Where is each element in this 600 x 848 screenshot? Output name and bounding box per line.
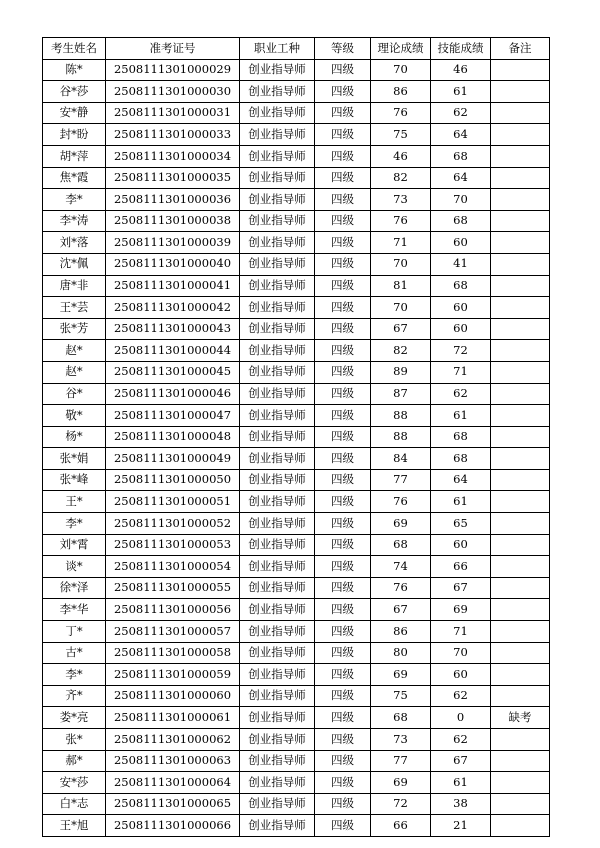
cell-name: 安*莎	[43, 772, 106, 794]
cell-occupation: 创业指导师	[240, 297, 315, 319]
cell-name: 李*涛	[43, 210, 106, 232]
cell-theory-score: 76	[371, 102, 431, 124]
cell-note	[491, 815, 550, 837]
cell-level: 四级	[315, 556, 371, 578]
cell-occupation: 创业指导师	[240, 815, 315, 837]
cell-occupation: 创业指导师	[240, 340, 315, 362]
cell-note	[491, 297, 550, 319]
cell-level: 四级	[315, 102, 371, 124]
cell-skill-score: 61	[431, 491, 491, 513]
cell-exam-id: 2508111301000033	[106, 124, 240, 146]
cell-note	[491, 729, 550, 751]
cell-level: 四级	[315, 275, 371, 297]
cell-skill-score: 68	[431, 448, 491, 470]
cell-note	[491, 491, 550, 513]
cell-note	[491, 556, 550, 578]
cell-occupation: 创业指导师	[240, 750, 315, 772]
cell-theory-score: 77	[371, 750, 431, 772]
cell-theory-score: 86	[371, 621, 431, 643]
cell-theory-score: 68	[371, 534, 431, 556]
header-skill-score: 技能成绩	[431, 38, 491, 60]
cell-theory-score: 82	[371, 167, 431, 189]
cell-note	[491, 793, 550, 815]
cell-skill-score: 70	[431, 642, 491, 664]
cell-name: 杨*	[43, 426, 106, 448]
cell-theory-score: 87	[371, 383, 431, 405]
cell-level: 四级	[315, 124, 371, 146]
cell-note	[491, 664, 550, 686]
cell-theory-score: 75	[371, 124, 431, 146]
cell-exam-id: 2508111301000043	[106, 318, 240, 340]
cell-note: 缺考	[491, 707, 550, 729]
cell-level: 四级	[315, 772, 371, 794]
cell-theory-score: 67	[371, 318, 431, 340]
cell-note	[491, 772, 550, 794]
cell-note	[491, 513, 550, 535]
cell-theory-score: 76	[371, 491, 431, 513]
cell-skill-score: 60	[431, 232, 491, 254]
cell-occupation: 创业指导师	[240, 361, 315, 383]
cell-note	[491, 383, 550, 405]
cell-level: 四级	[315, 405, 371, 427]
cell-occupation: 创业指导师	[240, 534, 315, 556]
cell-exam-id: 2508111301000050	[106, 469, 240, 491]
score-table	[42, 37, 550, 837]
table-row	[43, 124, 550, 146]
cell-name: 王*芸	[43, 297, 106, 319]
cell-note	[491, 426, 550, 448]
table-row	[43, 556, 550, 578]
cell-skill-score: 67	[431, 750, 491, 772]
cell-level: 四级	[315, 685, 371, 707]
cell-name: 唐*非	[43, 275, 106, 297]
cell-level: 四级	[315, 793, 371, 815]
cell-name: 陈*	[43, 59, 106, 81]
cell-occupation: 创业指导师	[240, 707, 315, 729]
cell-theory-score: 88	[371, 426, 431, 448]
cell-name: 张*	[43, 729, 106, 751]
cell-skill-score: 65	[431, 513, 491, 535]
cell-name: 封*盼	[43, 124, 106, 146]
cell-exam-id: 2508111301000044	[106, 340, 240, 362]
cell-exam-id: 2508111301000051	[106, 491, 240, 513]
table-row	[43, 189, 550, 211]
cell-exam-id: 2508111301000066	[106, 815, 240, 837]
cell-note	[491, 469, 550, 491]
cell-exam-id: 2508111301000038	[106, 210, 240, 232]
cell-level: 四级	[315, 577, 371, 599]
table-row	[43, 297, 550, 319]
cell-skill-score: 0	[431, 707, 491, 729]
cell-level: 四级	[315, 253, 371, 275]
cell-note	[491, 210, 550, 232]
table-row	[43, 275, 550, 297]
cell-skill-score: 68	[431, 275, 491, 297]
cell-name: 刘*霄	[43, 534, 106, 556]
cell-level: 四级	[315, 361, 371, 383]
table-row	[43, 685, 550, 707]
cell-level: 四级	[315, 664, 371, 686]
cell-note	[491, 189, 550, 211]
table-row	[43, 318, 550, 340]
cell-exam-id: 2508111301000059	[106, 664, 240, 686]
table-row	[43, 793, 550, 815]
cell-name: 赵*	[43, 361, 106, 383]
cell-theory-score: 69	[371, 772, 431, 794]
table-row	[43, 210, 550, 232]
table-row	[43, 577, 550, 599]
cell-note	[491, 448, 550, 470]
table-row	[43, 253, 550, 275]
cell-theory-score: 84	[371, 448, 431, 470]
cell-theory-score: 71	[371, 232, 431, 254]
cell-note	[491, 642, 550, 664]
header-exam-id: 准考证号	[106, 38, 240, 60]
cell-skill-score: 64	[431, 167, 491, 189]
cell-exam-id: 2508111301000042	[106, 297, 240, 319]
cell-note	[491, 102, 550, 124]
cell-note	[491, 275, 550, 297]
cell-name: 丁*	[43, 621, 106, 643]
cell-skill-score: 38	[431, 793, 491, 815]
cell-name: 娄*亮	[43, 707, 106, 729]
cell-name: 谷*莎	[43, 81, 106, 103]
cell-exam-id: 2508111301000053	[106, 534, 240, 556]
cell-exam-id: 2508111301000041	[106, 275, 240, 297]
cell-name: 齐*	[43, 685, 106, 707]
cell-exam-id: 2508111301000052	[106, 513, 240, 535]
cell-skill-score: 21	[431, 815, 491, 837]
cell-occupation: 创业指导师	[240, 124, 315, 146]
cell-occupation: 创业指导师	[240, 772, 315, 794]
cell-note	[491, 59, 550, 81]
cell-name: 李*	[43, 664, 106, 686]
cell-level: 四级	[315, 534, 371, 556]
cell-occupation: 创业指导师	[240, 793, 315, 815]
cell-skill-score: 60	[431, 534, 491, 556]
cell-name: 郝*	[43, 750, 106, 772]
cell-occupation: 创业指导师	[240, 426, 315, 448]
cell-note	[491, 405, 550, 427]
cell-occupation: 创业指导师	[240, 59, 315, 81]
cell-skill-score: 71	[431, 621, 491, 643]
cell-note	[491, 167, 550, 189]
cell-skill-score: 68	[431, 145, 491, 167]
cell-occupation: 创业指导师	[240, 729, 315, 751]
cell-level: 四级	[315, 81, 371, 103]
header-name: 考生姓名	[43, 38, 106, 60]
table-row	[43, 383, 550, 405]
cell-skill-score: 62	[431, 102, 491, 124]
cell-exam-id: 2508111301000058	[106, 642, 240, 664]
cell-skill-score: 66	[431, 556, 491, 578]
cell-occupation: 创业指导师	[240, 145, 315, 167]
cell-note	[491, 361, 550, 383]
cell-name: 谈*	[43, 556, 106, 578]
cell-occupation: 创业指导师	[240, 275, 315, 297]
cell-name: 李*	[43, 513, 106, 535]
table-row	[43, 361, 550, 383]
cell-level: 四级	[315, 340, 371, 362]
header-occupation: 职业工种	[240, 38, 315, 60]
cell-occupation: 创业指导师	[240, 513, 315, 535]
cell-exam-id: 2508111301000034	[106, 145, 240, 167]
header-row	[43, 38, 550, 60]
cell-exam-id: 2508111301000064	[106, 772, 240, 794]
cell-theory-score: 66	[371, 815, 431, 837]
cell-skill-score: 62	[431, 729, 491, 751]
table-row	[43, 59, 550, 81]
cell-skill-score: 60	[431, 297, 491, 319]
cell-occupation: 创业指导师	[240, 318, 315, 340]
cell-theory-score: 86	[371, 81, 431, 103]
cell-level: 四级	[315, 750, 371, 772]
cell-theory-score: 73	[371, 729, 431, 751]
cell-exam-id: 2508111301000062	[106, 729, 240, 751]
cell-note	[491, 599, 550, 621]
cell-occupation: 创业指导师	[240, 491, 315, 513]
cell-level: 四级	[315, 167, 371, 189]
cell-exam-id: 2508111301000040	[106, 253, 240, 275]
cell-occupation: 创业指导师	[240, 469, 315, 491]
table-row	[43, 340, 550, 362]
cell-skill-score: 41	[431, 253, 491, 275]
cell-level: 四级	[315, 59, 371, 81]
cell-name: 张*峰	[43, 469, 106, 491]
cell-name: 李*华	[43, 599, 106, 621]
cell-note	[491, 145, 550, 167]
cell-level: 四级	[315, 729, 371, 751]
cell-theory-score: 76	[371, 577, 431, 599]
cell-name: 李*	[43, 189, 106, 211]
cell-skill-score: 68	[431, 426, 491, 448]
table-row	[43, 707, 550, 729]
cell-note	[491, 81, 550, 103]
cell-theory-score: 82	[371, 340, 431, 362]
cell-level: 四级	[315, 145, 371, 167]
table-row	[43, 405, 550, 427]
cell-theory-score: 89	[371, 361, 431, 383]
cell-skill-score: 71	[431, 361, 491, 383]
table-row	[43, 534, 550, 556]
cell-level: 四级	[315, 232, 371, 254]
cell-occupation: 创业指导师	[240, 405, 315, 427]
table-row	[43, 750, 550, 772]
cell-theory-score: 46	[371, 145, 431, 167]
cell-exam-id: 2508111301000063	[106, 750, 240, 772]
cell-occupation: 创业指导师	[240, 81, 315, 103]
cell-occupation: 创业指导师	[240, 642, 315, 664]
cell-theory-score: 68	[371, 707, 431, 729]
table-row	[43, 599, 550, 621]
cell-name: 古*	[43, 642, 106, 664]
cell-note	[491, 232, 550, 254]
table-row	[43, 729, 550, 751]
cell-skill-score: 64	[431, 469, 491, 491]
cell-skill-score: 72	[431, 340, 491, 362]
cell-name: 沈*佩	[43, 253, 106, 275]
cell-exam-id: 2508111301000045	[106, 361, 240, 383]
cell-skill-score: 68	[431, 210, 491, 232]
cell-occupation: 创业指导师	[240, 167, 315, 189]
cell-name: 王*	[43, 491, 106, 513]
cell-name: 张*芳	[43, 318, 106, 340]
table-row	[43, 145, 550, 167]
cell-level: 四级	[315, 642, 371, 664]
table-body	[43, 59, 550, 836]
cell-name: 焦*霞	[43, 167, 106, 189]
cell-name: 胡*萍	[43, 145, 106, 167]
cell-name: 安*静	[43, 102, 106, 124]
cell-occupation: 创业指导师	[240, 383, 315, 405]
cell-level: 四级	[315, 189, 371, 211]
cell-occupation: 创业指导师	[240, 232, 315, 254]
cell-note	[491, 750, 550, 772]
cell-skill-score: 60	[431, 664, 491, 686]
cell-exam-id: 2508111301000035	[106, 167, 240, 189]
cell-exam-id: 2508111301000060	[106, 685, 240, 707]
table-row	[43, 426, 550, 448]
cell-level: 四级	[315, 469, 371, 491]
cell-theory-score: 70	[371, 297, 431, 319]
cell-exam-id: 2508111301000061	[106, 707, 240, 729]
table-row	[43, 469, 550, 491]
cell-name: 白*志	[43, 793, 106, 815]
cell-exam-id: 2508111301000057	[106, 621, 240, 643]
cell-skill-score: 69	[431, 599, 491, 621]
cell-name: 张*娟	[43, 448, 106, 470]
header-level: 等级	[315, 38, 371, 60]
cell-name: 徐*泽	[43, 577, 106, 599]
cell-exam-id: 2508111301000056	[106, 599, 240, 621]
cell-level: 四级	[315, 448, 371, 470]
header-note: 备注	[491, 38, 550, 60]
cell-exam-id: 2508111301000029	[106, 59, 240, 81]
cell-skill-score: 61	[431, 81, 491, 103]
cell-level: 四级	[315, 599, 371, 621]
cell-exam-id: 2508111301000039	[106, 232, 240, 254]
cell-theory-score: 76	[371, 210, 431, 232]
cell-occupation: 创业指导师	[240, 599, 315, 621]
cell-skill-score: 61	[431, 772, 491, 794]
cell-theory-score: 81	[371, 275, 431, 297]
cell-name: 赵*	[43, 340, 106, 362]
cell-level: 四级	[315, 383, 371, 405]
cell-skill-score: 64	[431, 124, 491, 146]
table-row	[43, 772, 550, 794]
cell-level: 四级	[315, 513, 371, 535]
cell-theory-score: 74	[371, 556, 431, 578]
cell-theory-score: 88	[371, 405, 431, 427]
cell-note	[491, 124, 550, 146]
cell-occupation: 创业指导师	[240, 664, 315, 686]
cell-level: 四级	[315, 297, 371, 319]
cell-name: 敬*	[43, 405, 106, 427]
cell-exam-id: 2508111301000048	[106, 426, 240, 448]
cell-theory-score: 67	[371, 599, 431, 621]
cell-name: 王*旭	[43, 815, 106, 837]
cell-level: 四级	[315, 210, 371, 232]
cell-level: 四级	[315, 815, 371, 837]
cell-exam-id: 2508111301000046	[106, 383, 240, 405]
cell-level: 四级	[315, 318, 371, 340]
cell-note	[491, 318, 550, 340]
table-row	[43, 642, 550, 664]
cell-occupation: 创业指导师	[240, 189, 315, 211]
cell-occupation: 创业指导师	[240, 210, 315, 232]
cell-note	[491, 253, 550, 275]
cell-note	[491, 534, 550, 556]
cell-skill-score: 60	[431, 318, 491, 340]
cell-note	[491, 340, 550, 362]
cell-exam-id: 2508111301000054	[106, 556, 240, 578]
cell-note	[491, 621, 550, 643]
cell-level: 四级	[315, 491, 371, 513]
cell-theory-score: 72	[371, 793, 431, 815]
cell-exam-id: 2508111301000030	[106, 81, 240, 103]
table-row	[43, 167, 550, 189]
cell-skill-score: 46	[431, 59, 491, 81]
cell-exam-id: 2508111301000065	[106, 793, 240, 815]
cell-occupation: 创业指导师	[240, 448, 315, 470]
table-row	[43, 102, 550, 124]
cell-note	[491, 577, 550, 599]
table-row	[43, 491, 550, 513]
cell-level: 四级	[315, 621, 371, 643]
cell-level: 四级	[315, 426, 371, 448]
cell-exam-id: 2508111301000055	[106, 577, 240, 599]
table-row	[43, 448, 550, 470]
cell-exam-id: 2508111301000031	[106, 102, 240, 124]
header-theory-score: 理论成绩	[371, 38, 431, 60]
cell-skill-score: 61	[431, 405, 491, 427]
cell-occupation: 创业指导师	[240, 102, 315, 124]
cell-name: 谷*	[43, 383, 106, 405]
table-row	[43, 815, 550, 837]
cell-theory-score: 70	[371, 59, 431, 81]
cell-occupation: 创业指导师	[240, 253, 315, 275]
cell-theory-score: 69	[371, 513, 431, 535]
cell-skill-score: 67	[431, 577, 491, 599]
cell-theory-score: 75	[371, 685, 431, 707]
cell-skill-score: 70	[431, 189, 491, 211]
table-row	[43, 621, 550, 643]
table-row	[43, 513, 550, 535]
table-row	[43, 664, 550, 686]
cell-theory-score: 69	[371, 664, 431, 686]
table-row	[43, 81, 550, 103]
table-row	[43, 232, 550, 254]
cell-note	[491, 685, 550, 707]
cell-theory-score: 70	[371, 253, 431, 275]
cell-exam-id: 2508111301000049	[106, 448, 240, 470]
cell-occupation: 创业指导师	[240, 577, 315, 599]
cell-occupation: 创业指导师	[240, 621, 315, 643]
cell-level: 四级	[315, 707, 371, 729]
cell-occupation: 创业指导师	[240, 685, 315, 707]
cell-theory-score: 80	[371, 642, 431, 664]
cell-skill-score: 62	[431, 383, 491, 405]
cell-exam-id: 2508111301000047	[106, 405, 240, 427]
cell-theory-score: 77	[371, 469, 431, 491]
cell-name: 刘*落	[43, 232, 106, 254]
cell-exam-id: 2508111301000036	[106, 189, 240, 211]
cell-skill-score: 62	[431, 685, 491, 707]
cell-occupation: 创业指导师	[240, 556, 315, 578]
cell-theory-score: 73	[371, 189, 431, 211]
